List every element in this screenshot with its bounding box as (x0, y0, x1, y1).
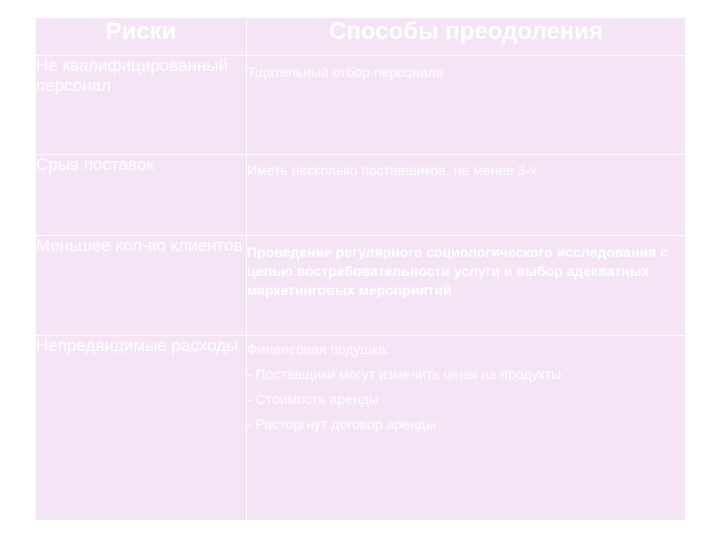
remedy-cell (247, 336, 686, 521)
table-row (36, 336, 686, 521)
risk-cell: Срыв поставок (36, 155, 247, 236)
remedy-cell: Иметь несколько поставщиков, не менее 3-х (247, 155, 686, 236)
table-row (36, 56, 686, 155)
risk-cell: Меньшее кол-во клиентов (36, 236, 247, 336)
remedy-cell: Проведение регулярного социологического исследования с целью востребовательности услуги и выбор адекватных маркетинговых мероприятий (247, 236, 686, 336)
risk-cell: Непредвидимые расходы (36, 336, 247, 521)
remedy-line: Финансовая подушка: (247, 341, 390, 357)
risk-cell: Не квалифицированный персонал (36, 56, 247, 155)
risk-table (35, 17, 686, 521)
remedy-line: - Поставщики могут изменить цены на продукты (247, 366, 562, 382)
remedy-line: - Стоимость аренды (247, 391, 379, 407)
header-risks: Риски (36, 18, 247, 56)
table-row (36, 155, 686, 236)
remedy-cell: Тщательный отбор персонала (247, 56, 686, 155)
table-header-row (36, 18, 686, 56)
remedy-line: - Расторгнут договор аренды (247, 416, 436, 432)
header-remedies: Способы преодоления (247, 18, 686, 56)
table-row (36, 236, 686, 336)
